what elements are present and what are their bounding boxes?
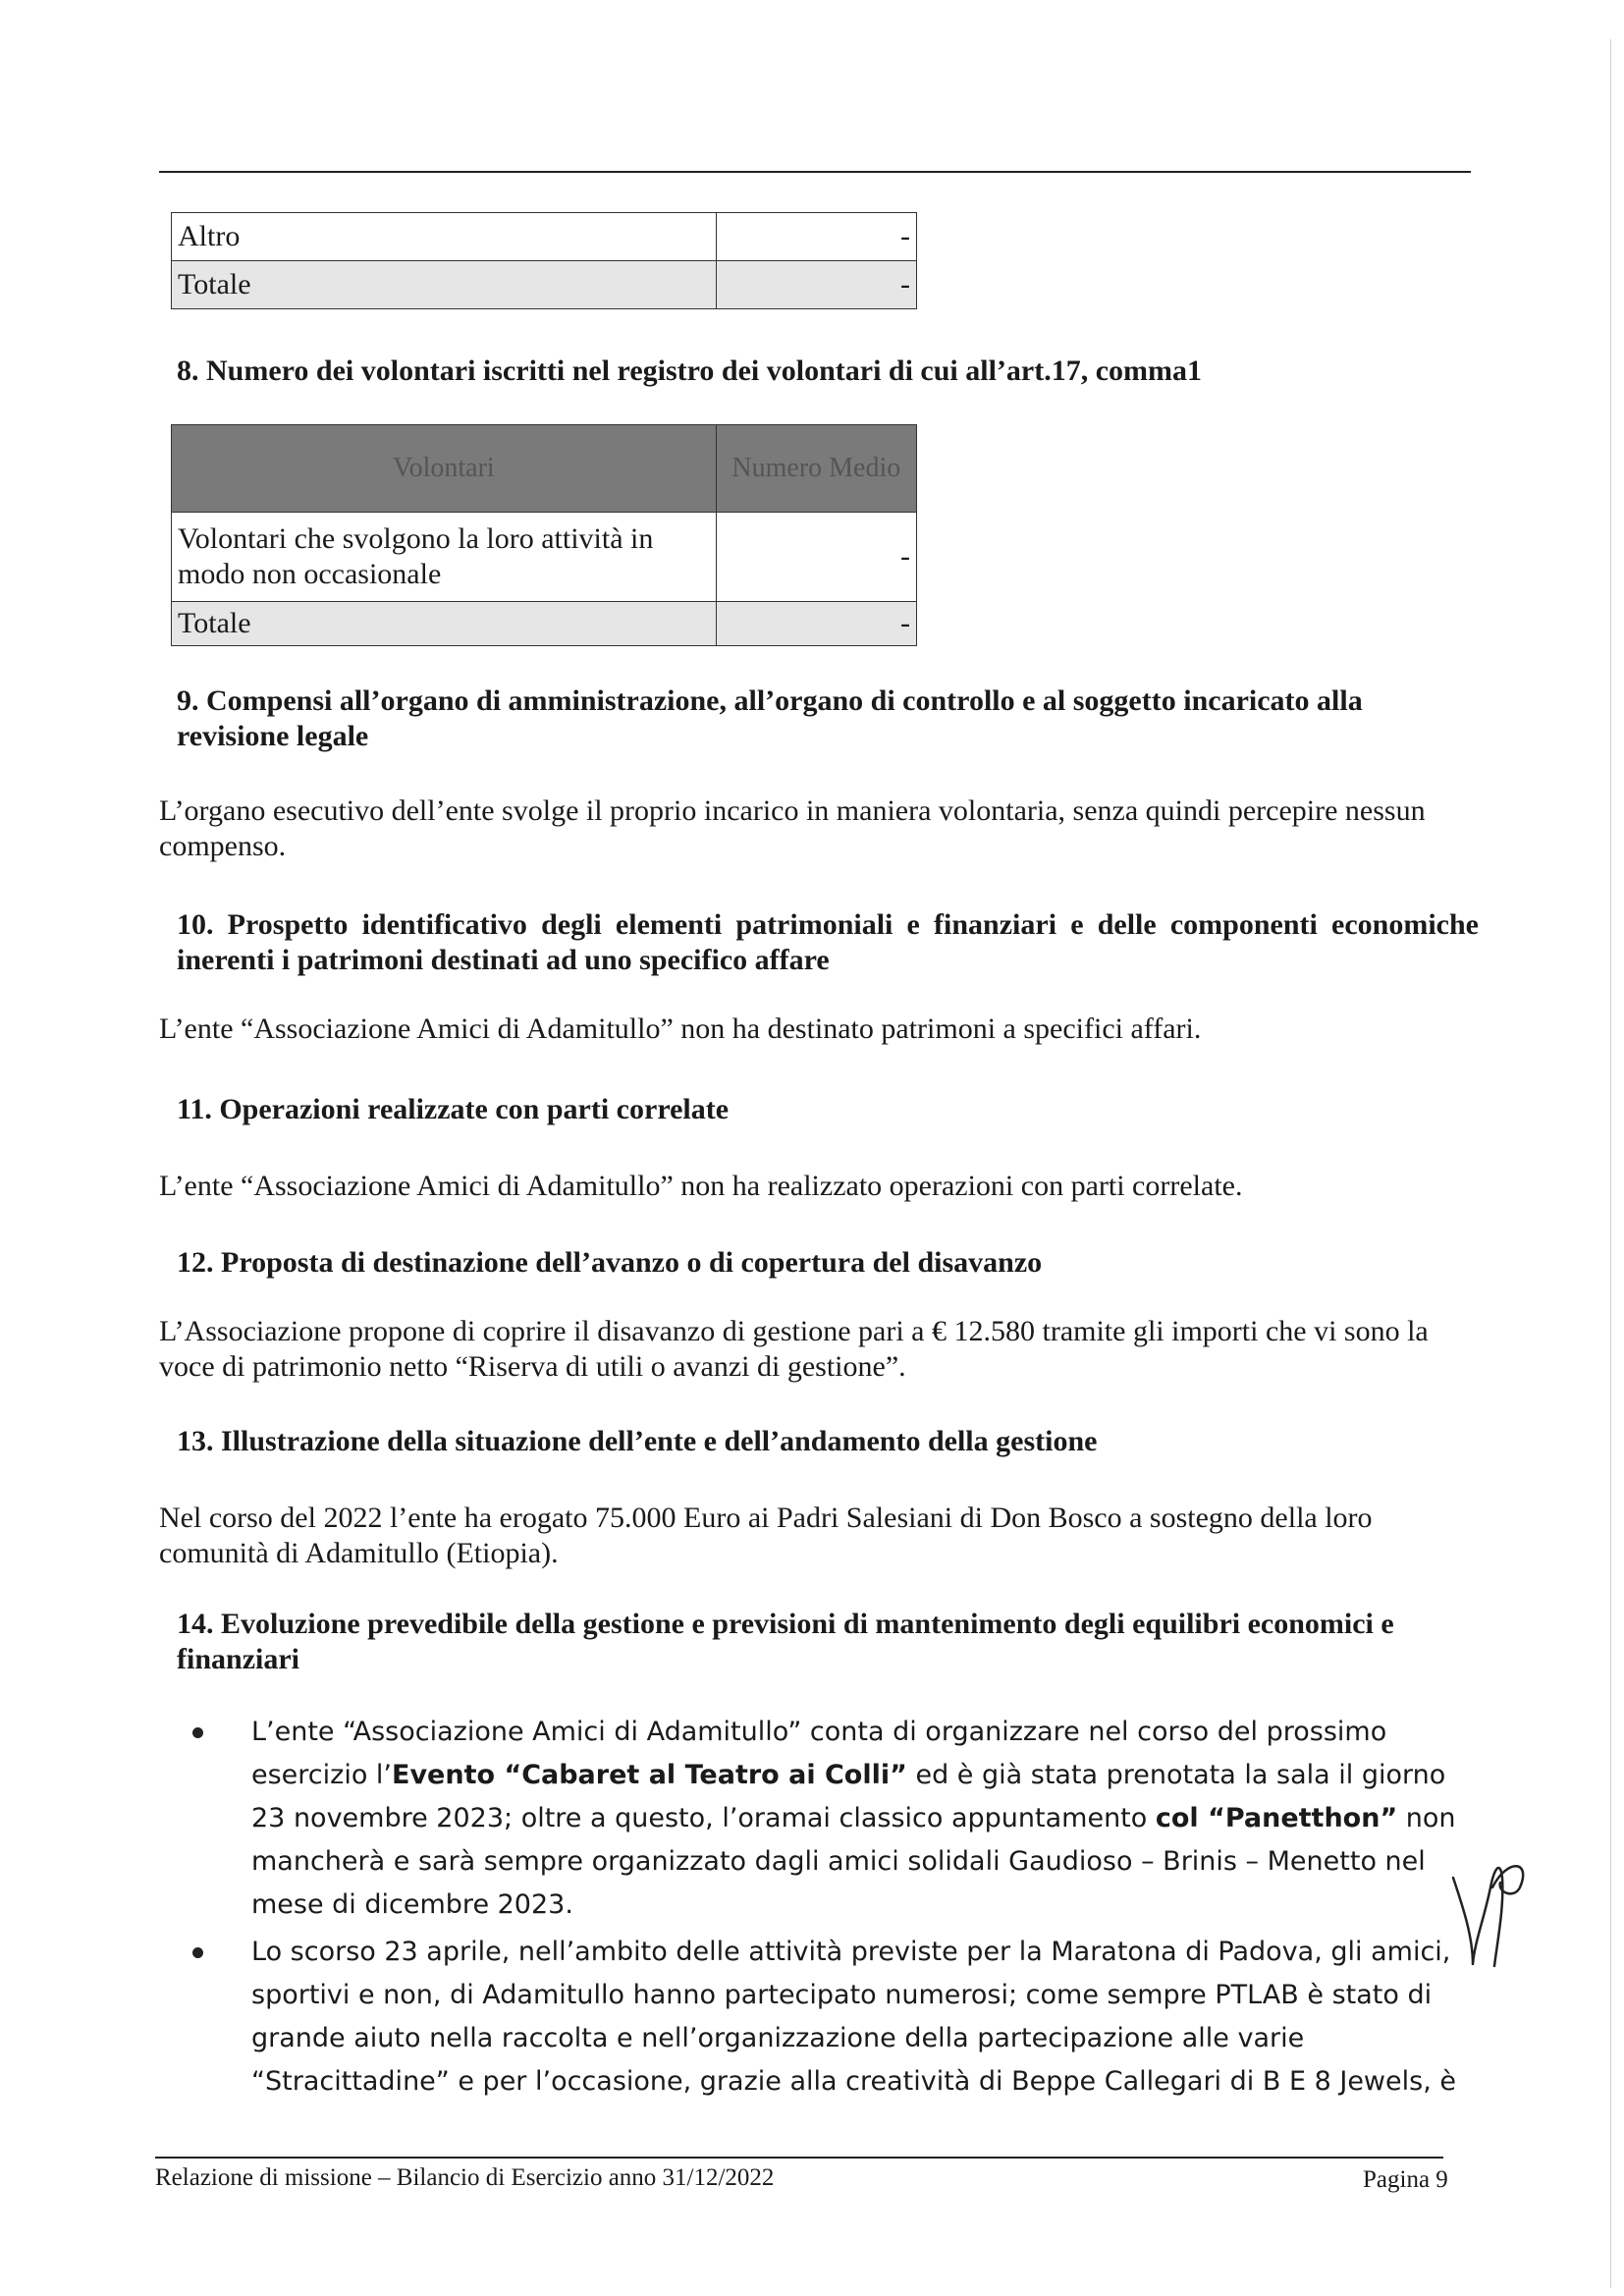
table-cell-value: - <box>716 602 916 646</box>
page-number: Pagina 9 <box>1363 2166 1448 2193</box>
section-heading-8: 8. Numero dei volontari iscritti nel registro dei volontari di cui all’art.17, comma1 <box>177 355 1203 387</box>
section-text-9: L’organo esecutivo dell’ente svolge il proprio incarico in maniera volontaria, senza quindi percepire nessun compenso. <box>159 794 1426 862</box>
altro-table <box>171 212 917 309</box>
table-cell-value: - <box>716 261 916 309</box>
section-14-bullet-list <box>187 1711 1481 2107</box>
list-item <box>187 1931 1481 2104</box>
section-text-11: L’ente “Associazione Amici di Adamitullo” non ha realizzato operazioni con parti correlate. <box>159 1170 1243 1202</box>
section-text-12: L’Associazione propone di coprire il disavanzo di gestione pari a € 12.580 tramite gli importi che vi sono la voce di patrimonio netto “Riserva di utili o avanzi di gestione”. <box>159 1315 1429 1383</box>
table-row-total <box>172 261 917 309</box>
table-row-total <box>172 602 917 646</box>
bullet-bold-panetthon: col “Panetthon” <box>1155 1803 1398 1833</box>
footer-title: Relazione di missione – Bilancio di Esercizio anno 31/12/2022 <box>155 2164 775 2191</box>
bullet-icon <box>192 1947 203 1958</box>
section-heading-14: 14. Evoluzione prevedibile della gestione e previsioni di mantenimento degli equilibri economici e finanziari <box>177 1608 1394 1675</box>
table-row <box>172 513 917 602</box>
table-cell-label: Totale <box>172 602 717 646</box>
section-heading-10: 10. Prospetto identificativo degli elementi patrimoniali e finanziari e delle componenti economiche inerenti i patrimoni destinati ad uno specifico affare <box>177 908 1479 976</box>
bullet-icon <box>192 1727 203 1738</box>
table-header-row <box>172 425 917 513</box>
table-header-volontari: Volontari <box>172 425 717 513</box>
volontari-table <box>171 424 917 646</box>
table-cell-label: Altro <box>172 213 717 261</box>
section-heading-13: 13. Illustrazione della situazione dell’ente e dell’andamento della gestione <box>177 1425 1098 1457</box>
bullet-text: non mancherà e sarà sempre organizzato dagli amici solidali Gaudioso – Brinis – Menetto nel mese di dicembre 2023. <box>251 1803 1456 1920</box>
section-text-13: Nel corso del 2022 l’ente ha erogato 75.000 Euro ai Padri Salesiani di Don Bosco a sostegno della loro comunità di Adamitullo (Etiopia). <box>159 1502 1373 1569</box>
bullet-text: ed è già stata prenotata la sala il giorno 23 novembre 2023; oltre a questo, l’oramai classico appuntamento <box>251 1760 1446 1833</box>
table-cell-value: - <box>716 213 916 261</box>
table-header-numero-medio: Numero Medio <box>716 425 916 513</box>
footer-rule <box>155 2157 1443 2159</box>
bullet-bold-event: Evento “Cabaret al Teatro ai Colli” <box>392 1760 907 1790</box>
table-row <box>172 213 917 261</box>
section-text-10: L’ente “Associazione Amici di Adamitullo” non ha destinato patrimoni a specifici affari. <box>159 1012 1202 1045</box>
section-heading-12: 12. Proposta di destinazione dell’avanzo o di copertura del disavanzo <box>177 1246 1043 1279</box>
list-item <box>187 1711 1481 1927</box>
signature-initials <box>1443 1848 1532 1976</box>
bullet-text: L’ente “Associazione Amici di Adamitullo” conta di organizzare nel corso del prossimo esercizio l’ <box>251 1717 1387 1790</box>
bullet-text: Lo scorso 23 aprile, nell’ambito delle attività previste per la Maratona di Padova, gli amici, sportivi e non, di Adamitullo hanno partecipato numerosi; come sempre PTLAB è stato di grande aiuto nella raccolta e nell’organizzazione della partecipazione alle varie “Stracittadine” e per l’occasione, grazie alla creatività di Beppe Callegari di B E 8 Jewels, è <box>251 1937 1456 2097</box>
section-heading-11: 11. Operazioni realizzate con parti correlate <box>177 1093 730 1125</box>
table-cell-label: Totale <box>172 261 717 309</box>
table-cell-label: Volontari che svolgono la loro attività in modo non occasionale <box>172 513 717 602</box>
header-rule <box>159 171 1471 173</box>
table-cell-value: - <box>716 513 916 602</box>
section-heading-9: 9. Compensi all’organo di amministrazione, all’organo di controllo e al soggetto incaricato alla revisione legale <box>177 684 1363 752</box>
scan-edge-line <box>1610 39 1611 2288</box>
